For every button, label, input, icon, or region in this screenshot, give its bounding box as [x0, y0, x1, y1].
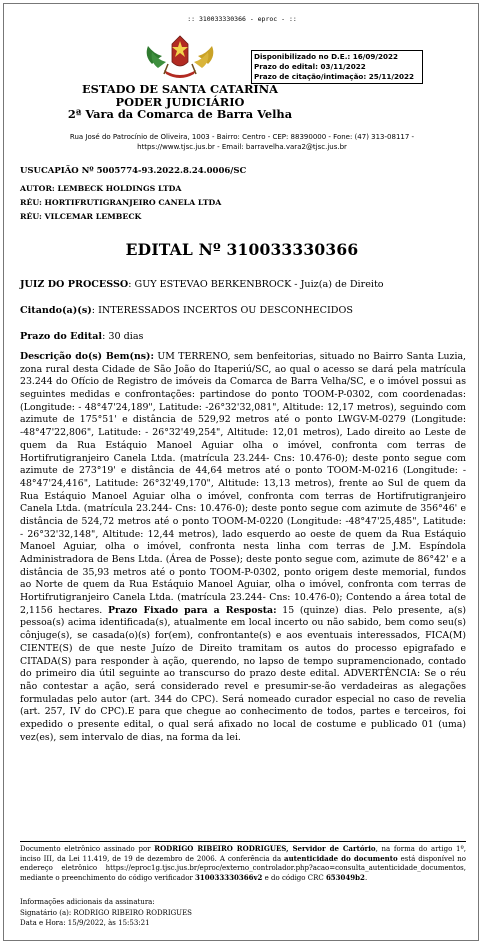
judge-value: : GUY ESTEVAO BERKENBROCK - Juiz(a) de Direito: [128, 279, 384, 290]
description-text: UM TERRENO, sem benfeitorias, situado no Bairro Santa Luzia, zona rural desta Cidade de São João do Itaperiú/SC, ao qual o acesso se dará pela matrícula 23.244 do Ofício de Registro de imóveis da Comarca de Barra Velha/SC, e o imóvel possui as seguintes medidas e confrontações: partindose do ponto TOOM-P-0302, com coordenadas: (Longitude: - 48°47'24,189", Latitude: -26°32'32,081", Altitude: 12,17 metros), seguindo com azimute de 175°51' e distância de 529,92 metros até o ponto LWGV-M-0279 (Longitude: -48°47'22,806", Latitude: - 26°32'49,254", Altitude: 12,01 metros), Lado direito ao Leste de quem da Rua Estáquio Manoel Aguiar olha o imóvel, confronta com terras de Hortifrutigranjeiro Canela Ltda. (matrícula 23.244- Cns: 10.476-0); deste ponto segue com azimute de 273°19' e distância de 44,64 metros até o ponto TOOM-M-0216 (Longitude: - 48°47'24,416", Latitude: 26°32'49,170", Altitude: 13,13 metros), frente ao Sul de quem da Rua Estáquio Manoel Aguiar olha o imóvel, confronta com terras de Hortifrutigranjeiro Canela Ltda. (matrícula 23.244- Cns: 10.476-0); deste ponto segue com azimute de 356°46' e distância de 524,72 metros até o ponto TOOM-M-0220 (Longitude: -48°47'25,485", Latitude: - 26°32'32,148", Altitude: 12,44 metros), lado esquerdo ao oeste de quem da Rua Estáquio Manoel Aguiar, olha o imóvel, confronta nesta linha com terras de J.M. Espíndola Administradora de Bens Ltda. (Área de Posse); deste ponto segue com, azimute de 86°42' e a distância de 35,93 metros até o ponto TOOM-P-0302, ponto origem deste memorial, fundos ao Norte de quem da Rua Estáquio Manoel Aguiar, olha o imóvel, confronta com terras de Hortifrutigranjeiro Canela Ltda. (matrícula 23.244- Cns: 10.476-0); Contendo a área total de 2,1156 hectares.: [20, 351, 466, 616]
authenticity-label: autenticidade do documento: [284, 854, 398, 864]
address-line-2: https://www.tjsc.jus.br - Email: barravelha.vara2@tjsc.jus.br: [137, 142, 347, 151]
signature-datetime: Data e Hora: 15/9/2022, às 15:53:21: [20, 919, 150, 927]
branch-name: PODER JUDICIÁRIO: [115, 94, 245, 109]
edital-title: EDITAL Nº 310033330366: [125, 240, 359, 259]
cited-line: [20, 305, 353, 316]
cited-label: Citando(a)(s): [20, 305, 92, 316]
description-label: Descrição do(s) Bem(ns):: [20, 351, 154, 362]
court-name: 2ª Vara da Comarca de Barra Velha: [67, 107, 293, 121]
edital-body: [20, 351, 466, 744]
signature-info: [20, 897, 466, 929]
citation-deadline: Prazo de citação/intimação: 25/11/2022: [254, 72, 414, 81]
process-number: USUCAPIÃO Nº 5005774-93.2022.8.24.0006/SC: [20, 166, 247, 176]
response-text: 15 (quinze) dias. Pelo presente, a(s) pessoa(s) acima identificada(s), atualmente em local incerto ou não sabido, bem como seu(s) cônjuge(s), se casada(o)(s) for(em), confrontante(s) e aos eventuais interessados, FICA(M) CIENTE(S) de que neste Juízo de Direito tramitam os autos do processo epigrafado e CITADA(S) para responder à ação, querendo, no lapso de tempo supramencionado, contado do primeiro dia útil seguinte ao transcurso do prazo deste edital. ADVERTÊNCIA: Se o réu não contestar a ação, será considerado revel e presumir-se-ão verdadeiras as alegações formuladas pelo autor (art. 344 do CPC). Será nomeado curador especial no caso de revelia (art. 257, IV do CPC).E para que chegue ao conhecimento de todos, partes e terceiros, foi expedido o presente edital, o qual será afixado no local de costume e publicado 01 (uma) vez(es), sem intervalo de dias, na forma da lei.: [20, 604, 466, 743]
court-address: [20, 133, 464, 152]
deadline-label: Prazo do Edital: [20, 331, 103, 342]
state-name: ESTADO DE SANTA CATARINA: [81, 82, 279, 96]
signer-name: RODRIGO RIBEIRO RODRIGUES, Servidor de Cartório: [154, 844, 376, 853]
deadline-value: : 30 dias: [102, 331, 144, 342]
footer-divider: [20, 841, 466, 842]
edital-deadline: Prazo do edital: 03/11/2022: [254, 62, 366, 71]
eproc-id: :: 310033330366 - eproc - ::: [187, 15, 297, 23]
publication-box: [251, 50, 423, 84]
publication-date: Disponibilizado no D.E.: 16/09/2022: [254, 52, 399, 61]
judge-label: JUIZ DO PROCESSO: [20, 279, 129, 290]
signature-text-b: , na forma do artigo 1º, inciso III, da Lei 11.419, de 19 de dezembro de 2006. A conferência da: [20, 845, 466, 864]
institution-header: [0, 83, 360, 121]
crc-code: 653049b2: [325, 873, 365, 883]
coat-of-arms-icon: [142, 34, 218, 82]
signature-info-title: Informações adicionais da assinatura:: [20, 898, 155, 906]
signature-note: [20, 844, 466, 883]
verification-code: 310033330366v2: [195, 873, 263, 883]
signature-text-c: está disponível no endereço eletrônico https://eproc1g.tjsc.jus.br/eproc/externo_controlador.php?acao=consulta_autenticidade_documentos, mediante o preenchimento do código verificador: [20, 855, 467, 883]
response-deadline-label: Prazo Fixado para a Resposta:: [108, 604, 277, 616]
signatory: Signatário (a): RODRIGO RIBEIRO RODRIGUES: [20, 908, 192, 917]
party-defendant-1: RÉU: HORTIFRUTIGRANJEIRO CANELA LTDA: [20, 198, 222, 207]
signature-text-d: e do código CRC: [262, 874, 326, 883]
address-line-1: Rua José do Patrocínio de Oliveira, 1003 - Bairro: Centro - CEP: 88390000 - Fone: (47) 313-08117 -: [69, 133, 415, 141]
party-defendant-2: RÉU: VILCEMAR LEMBECK: [20, 212, 142, 221]
judge-line: [20, 279, 384, 290]
cited-value: : INTERESSADOS INCERTOS OU DESCONHECIDOS: [91, 305, 353, 316]
signature-text-e: .: [364, 874, 368, 883]
party-author: AUTOR: LEMBECK HOLDINGS LTDA: [20, 184, 182, 193]
deadline-line: [20, 331, 143, 342]
signature-text-a: Documento eletrônico assinado por: [20, 845, 155, 853]
